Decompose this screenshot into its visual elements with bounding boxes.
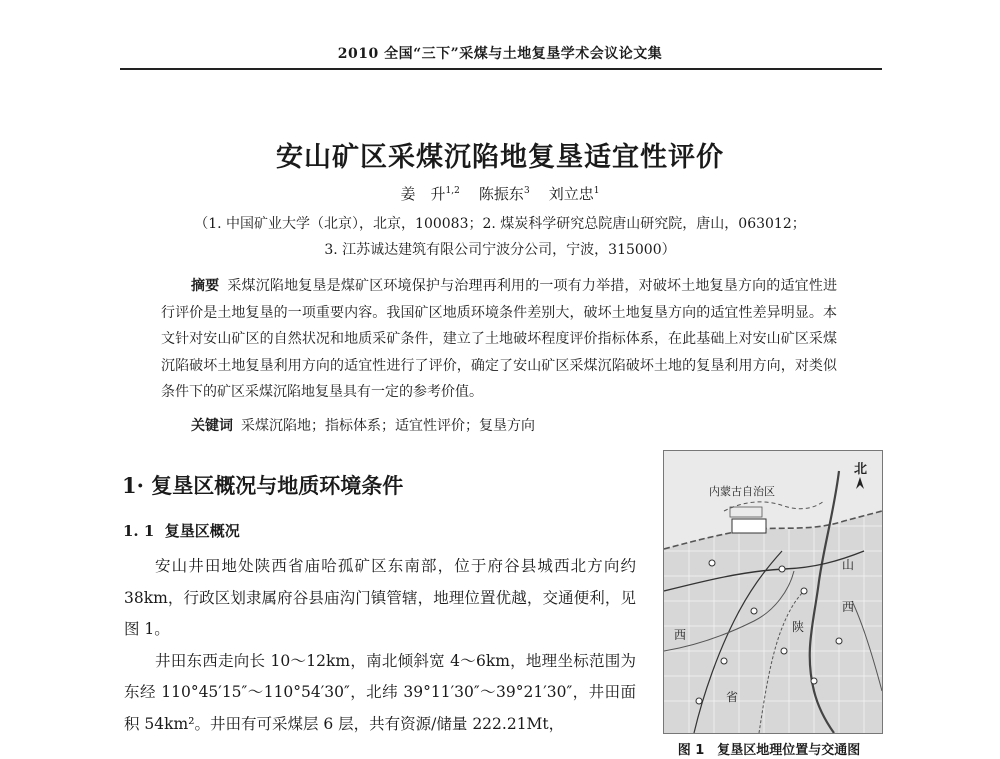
keywords [191, 413, 535, 439]
abstract-text: 采煤沉陷地复垦是煤矿区环境保护与治理再利用的一项有力举措，对破坏土地复垦方向的适宜性进行评价是土地复垦的一项重要内容。我国矿区地质环境条件差别大，破坏土地复垦方向的适宜性差异明显。本文针对安山矿区的自然状况和地质采矿条件，建立了土地破坏程度评价指标体系，在此基础上对安山矿区采煤沉陷破坏土地复垦利用方向的适宜性进行了评价，确定了安山矿区采煤沉陷破坏土地的复垦利用方向，对类似条件下的矿区采煤沉陷地复垦具有一定的参考价值。 [161, 278, 838, 400]
map-label-xi: 西 [842, 600, 855, 614]
keywords-text: 采煤沉陷地；指标体系；适宜性评价；复垦方向 [241, 418, 535, 434]
section-title: 复垦区概况与地质环境条件 [151, 473, 404, 498]
affiliation-line: （1. 中国矿业大学（北京），北京，100083；2. 煤炭科学研究总院唐山研究院，唐山，063012； [194, 216, 806, 232]
author-affil-mark: 3 [523, 186, 530, 196]
map-label-xi2: 西 [674, 628, 687, 642]
map-label-shan: 山 [842, 558, 855, 572]
subsection-heading [123, 520, 240, 541]
body-paragraph: 井田东西走向长 10～12km，南北倾斜宽 4～6km，地理坐标范围为东经 110°45′15″～110°54′30″，北纬 39°11′30″～39°21′30″，井田面积 54km²。井田有可采煤层 6 层，共有资源/储量 222.21Mt， [124, 651, 636, 733]
location-map [663, 450, 883, 734]
map-label-region: 内蒙古自治区 [709, 485, 775, 498]
figure-caption: 图 1 复垦区地理位置与交通图 [677, 743, 861, 758]
author-affil-mark: 1,2 [445, 186, 460, 196]
map-label-shaan: 陕 [792, 620, 805, 634]
map-drawing [664, 451, 882, 733]
affiliation-line: 3. 江苏诚达建筑有限公司宁波分公司，宁波，315000） [324, 242, 676, 258]
section-number: 1· [122, 473, 144, 498]
map-label-sheng: 省 [726, 690, 739, 704]
subsection-number: 1. 1 [123, 522, 155, 540]
subsection-title: 复垦区概况 [164, 522, 240, 540]
author-name: 陈振东 [478, 185, 524, 203]
abstract [161, 273, 837, 406]
author-name: 刘立忠 [548, 185, 594, 203]
compass-north-label: 北 [854, 462, 868, 477]
body-text [124, 551, 636, 740]
keywords-label: 关键词 [191, 418, 233, 434]
author-name: 姜 升 [400, 185, 446, 203]
author-affil-mark: 1 [593, 186, 600, 196]
section-heading [122, 470, 403, 500]
author-list [0, 183, 1000, 204]
figure-1 [663, 450, 883, 734]
running-header: 2010 全国“三下”采煤与土地复垦学术会议论文集 [337, 46, 663, 62]
body-paragraph: 安山井田地处陕西省庙哈孤矿区东南部，位于府谷县城西北方向约 38km，行政区划隶属府谷县庙沟门镇管辖，地理位置优越，交通便利，见图 1。 [124, 557, 636, 638]
abstract-label: 摘要 [191, 278, 220, 294]
header-rule [120, 68, 882, 70]
paper-title: 安山矿区采煤沉陷地复垦适宜性评价 [276, 142, 724, 173]
